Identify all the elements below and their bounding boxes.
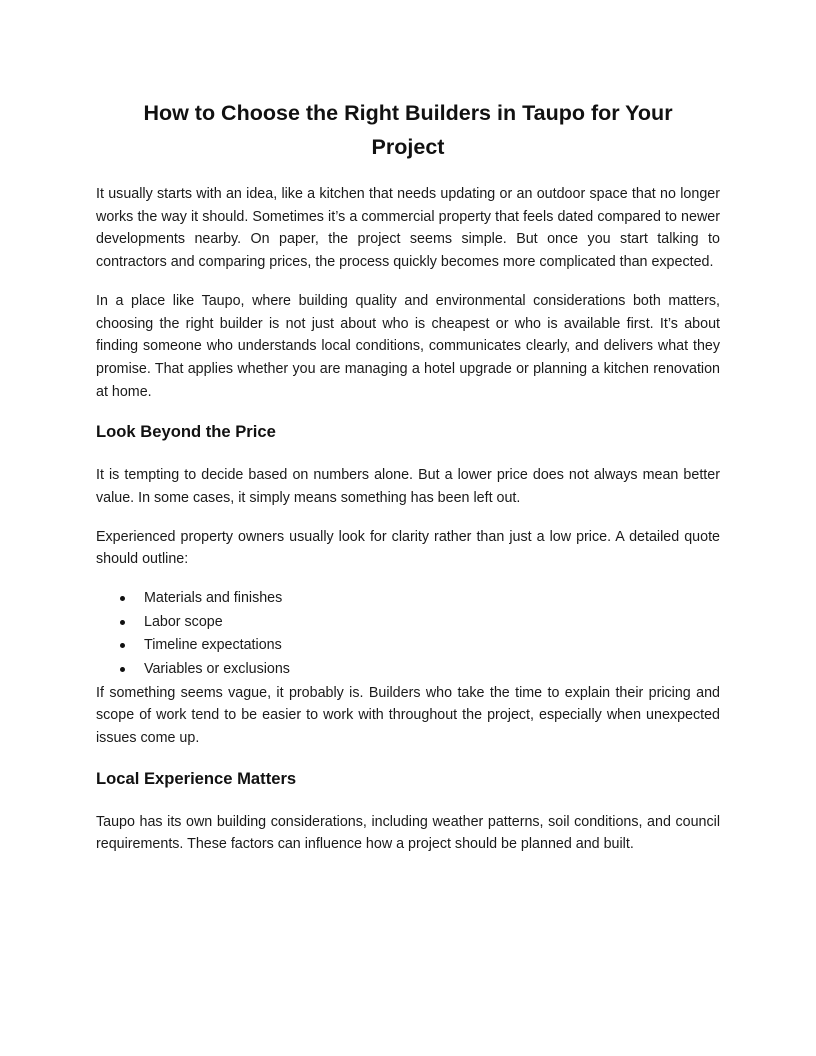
price-paragraph-3: If something seems vague, it probably is. Builders who take the time to explain their pricing and scope of work tend to be easier to work with throughout the project, especially when unexpected issues come up.	[96, 684, 720, 746]
list-item: Variables or exclusions	[96, 658, 720, 682]
list-item: Timeline expectations	[96, 634, 720, 658]
document-title: How to Choose the Right Builders in Taupo for Your Project	[143, 101, 673, 159]
document-page	[96, 96, 720, 856]
section-heading-price: Look Beyond the Price	[96, 422, 276, 442]
price-paragraph-1: It is tempting to decide based on numbers alone. But a lower price does not always mean better value. In some cases, it simply means something has been left out.	[96, 467, 720, 507]
list-item: Labor scope	[96, 611, 720, 635]
quote-items-list	[96, 587, 720, 681]
section-heading-local: Local Experience Matters	[96, 768, 297, 788]
price-paragraph-2: Experienced property owners usually look for clarity rather than just a low price. A detailed quote should outline:	[96, 528, 720, 568]
list-item: Materials and finishes	[96, 587, 720, 611]
local-paragraph-1: Taupo has its own building considerations, including weather patterns, soil conditions, and council requirements. These factors can influence how a project should be planned and built.	[96, 813, 720, 853]
intro-paragraph-2: In a place like Taupo, where building quality and environmental considerations both matters, choosing the right builder is not just about who is cheapest or who is available first. It’s about finding someone who understands local conditions, communicates clearly, and delivers what they promise. That applies whether you are managing a hotel upgrade or planning a kitchen renovation at home.	[96, 292, 720, 400]
intro-paragraph-1: It usually starts with an idea, like a kitchen that needs updating or an outdoor space that no longer works the way it should. Sometimes it’s a commercial property that feels dated compared to newer developments nearby. On paper, the project seems simple. But once you start talking to contractors and comparing prices, the process quickly becomes more complicated than expected.	[96, 186, 720, 271]
